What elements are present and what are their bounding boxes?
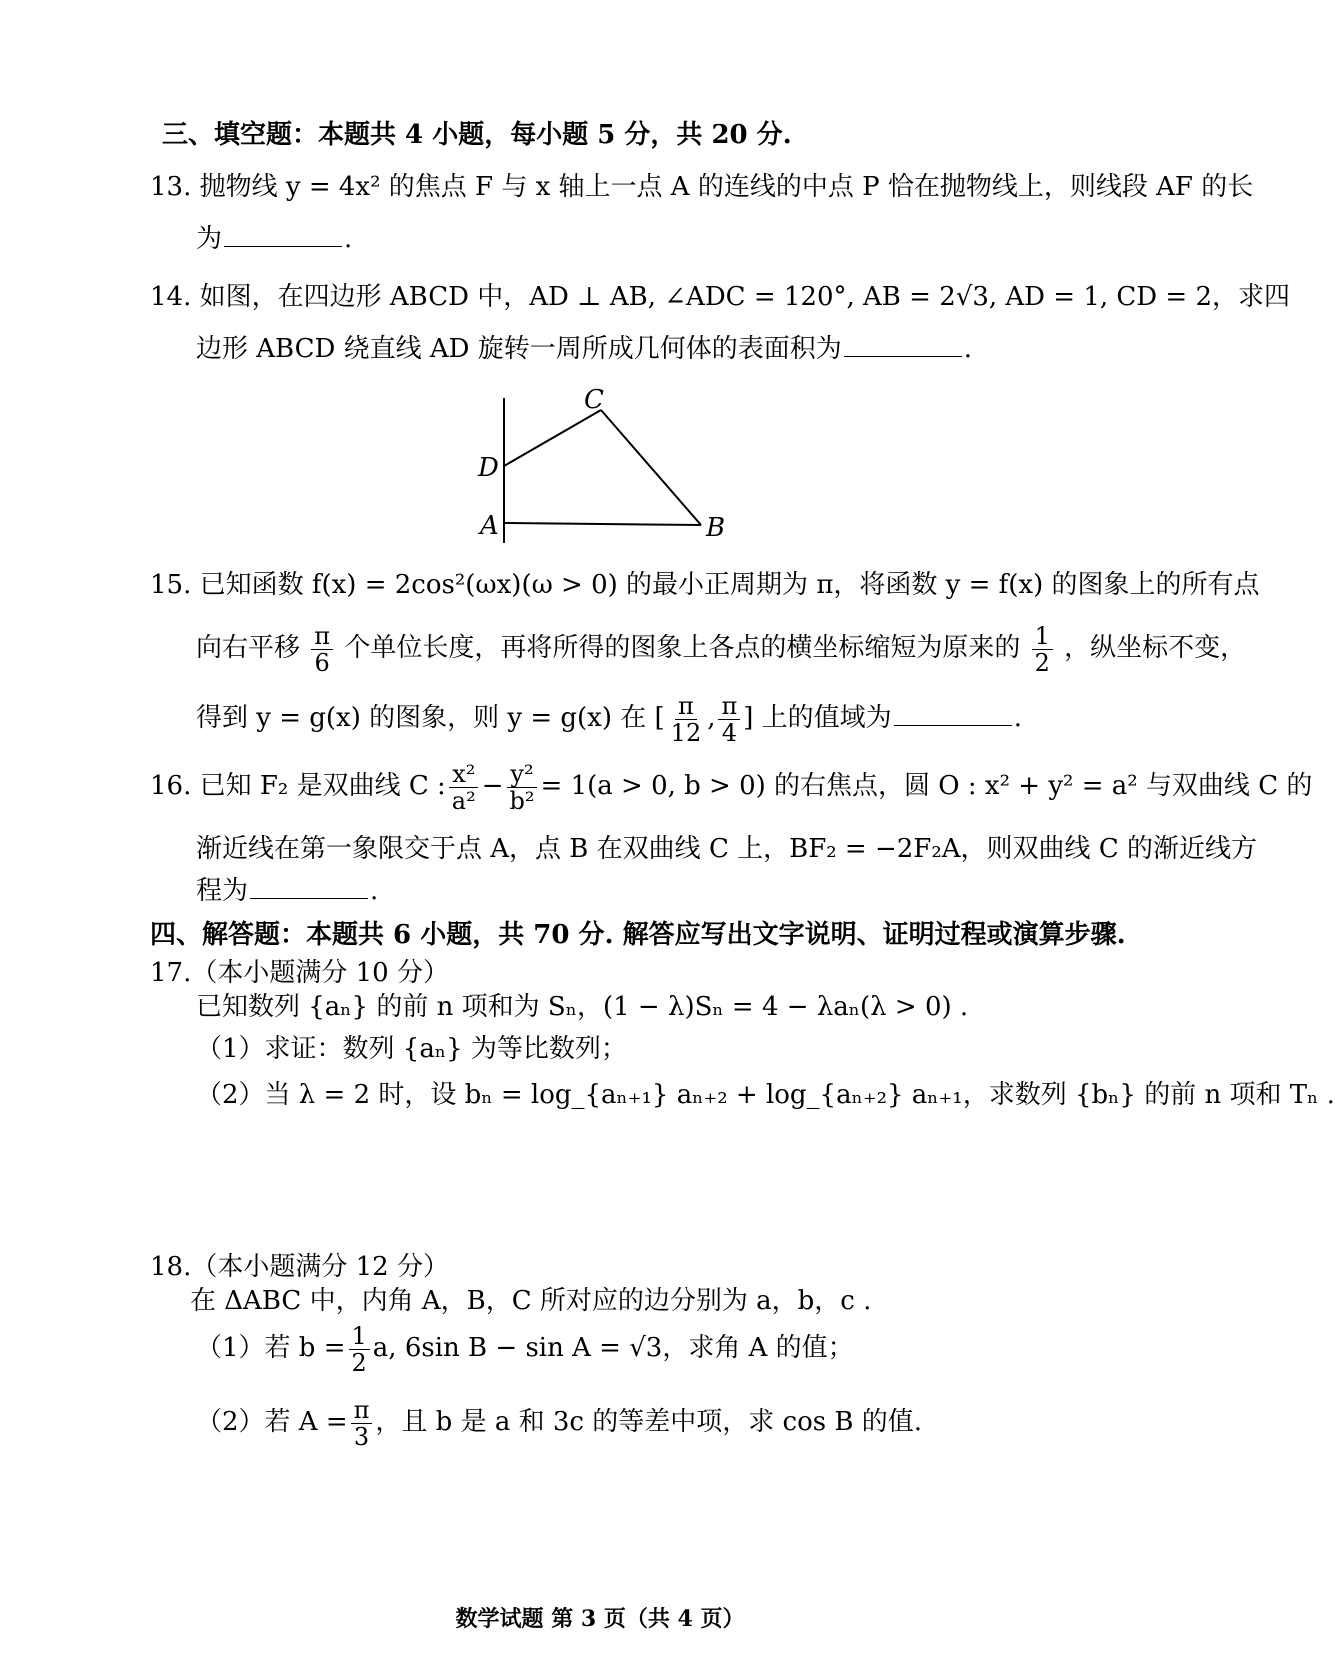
q17-stem: 已知数列 {aₙ} 的前 n 项和为 Sₙ，(1 − λ)Sₙ = 4 − λaₙ(λ > 0) . [196,992,969,1022]
q15-fraction-pi-4 [718,693,740,746]
q15-line-3-b: ] 上的值域为 [743,703,892,733]
q13-answer-blank[interactable] [224,224,342,247]
q16-line-3-end: . [370,876,379,906]
q16-line-1-a: 16. 已知 F₂ 是双曲线 C : [150,771,446,801]
q16-line-3 [196,874,378,908]
q15-line-3 [196,688,1022,748]
q17-part-2: （2）当 λ = 2 时，设 bₙ = log_{aₙ₊₁} aₙ₊₂ + log_{aₙ₊₂} aₙ₊₁，求数列 {bₙ} 的前 n 项和 Tₙ . [196,1080,1335,1110]
q16-f1-num: x² [449,761,478,788]
q15-fraction2-den: 2 [1034,648,1050,677]
q15-fraction-pi-6 [311,623,333,676]
q17-part-1: （1）求证：数列 {aₙ} 为等比数列； [196,1034,627,1064]
q16-answer-blank[interactable] [250,876,368,899]
q16-f1-den: a² [451,786,476,815]
label-c: C [584,385,604,415]
q15-fraction-pi-12 [668,693,705,746]
q18-title: 18.（本小题满分 12 分） [150,1252,449,1282]
label-a: A [480,511,499,541]
q16-f2-num: y² [507,761,536,788]
q18-part-2-a: （2）若 A = [196,1407,348,1437]
q15-line-2-a: 向右平移 [196,633,301,663]
q15-fraction-num: π [311,623,333,650]
q16-line-1-b: = 1(a > 0, b > 0) 的右焦点，圆 O : x² + y² = a² 与双曲线 C 的 [540,771,1313,801]
q15-fraction-den: 6 [314,648,330,677]
q18-part-2 [196,1392,922,1452]
q14-line-2-start: 边形 ABCD 绕直线 AD 旋转一周所成几何体的表面积为 [196,334,842,364]
q15-f1-num: π [675,693,697,720]
q15-f2-den: 4 [721,718,738,747]
q16-line-3-start: 程为 [196,876,249,906]
q18-stem: 在 ΔABC 中，内角 A，B，C 所对应的边分别为 a，b，c . [190,1286,872,1316]
q15-line-3-end: . [1013,703,1022,733]
q15-answer-blank[interactable] [894,703,1012,726]
q15-fraction2-num: 1 [1032,623,1053,650]
q15-fraction-half [1032,623,1053,676]
q18-f2-den: 3 [353,1422,370,1451]
q18-part-1-b: a, 6sin B − sin A = √3，求角 A 的值； [372,1333,854,1363]
q13-line-2-end: . [344,224,353,254]
q16-line-2: 渐近线在第一象限交于点 A，点 B 在双曲线 C 上，BF₂ = −2F₂A，则双曲线 C 的渐近线方 [196,834,1257,864]
q17-title: 17.（本小题满分 10 分） [150,958,449,988]
q15-f2-num: π [718,693,740,720]
segment-ab [504,523,701,525]
q13-line-2-start: 为 [196,224,223,254]
q15-line-1: 15. 已知函数 f(x) = 2cos²(ωx)(ω > 0) 的最小正周期为 π，将函数 y = f(x) 的图象上的所有点 [150,570,1260,600]
q14-answer-blank[interactable] [844,334,962,357]
q15-line-2-c: ，纵坐标不变， [1064,633,1247,663]
label-d: D [478,453,499,483]
q14-line-1: 14. 如图，在四边形 ABCD 中，AD ⊥ AB, ∠ADC = 120°, AB = 2√3, AD = 1, CD = 2，求四 [150,282,1291,312]
q15-line-3-a: 得到 y = g(x) 的图象，则 y = g(x) 在 [ [196,703,665,733]
q15-line-3-comma: , [707,703,716,733]
segment-cb [601,410,701,525]
q18-f1-num: 1 [349,1323,370,1350]
q13-line-2 [196,222,352,256]
q15-line-2 [196,618,1246,678]
page-footer: 数学试题 第 3 页（共 4 页） [455,1606,745,1632]
q14-line-2 [196,332,972,366]
q18-part-1-a: （1）若 b = [196,1333,346,1363]
q18-f1-den: 2 [351,1348,367,1377]
q18-f2-num: π [351,1397,373,1424]
section-4-heading: 四、解答题：本题共 6 小题，共 70 分. 解答应写出文字说明、证明过程或演算步骤. [150,920,1126,950]
q15-f1-den: 12 [670,718,702,747]
q16-line-1 [150,756,1312,816]
q15-line-2-b: 个单位长度，再将所得的图象上各点的横坐标缩短为原来的 [344,633,1021,663]
q18-fraction-pi-3 [351,1397,373,1450]
q16-f2-den: b² [509,786,535,815]
q16-minus: − [481,771,504,801]
quadrilateral-figure [460,378,760,548]
q18-fraction-half [349,1323,370,1376]
q13-line-1: 13. 抛物线 y = 4x² 的焦点 F 与 x 轴上一点 A 的连线的中点 P 恰在抛物线上，则线段 AF 的长 [150,172,1254,202]
q16-fraction-x2-a2 [449,761,479,814]
label-b: B [706,513,726,543]
section-3-heading: 三、填空题：本题共 4 小题，每小题 5 分，共 20 分. [162,120,792,150]
q18-part-1 [196,1318,854,1378]
q16-fraction-y2-b2 [507,761,538,814]
segment-dc [504,410,601,466]
q14-line-2-end: . [963,334,973,364]
q18-part-2-b: ，且 b 是 a 和 3c 的等差中项，求 cos B 的值. [375,1407,922,1437]
